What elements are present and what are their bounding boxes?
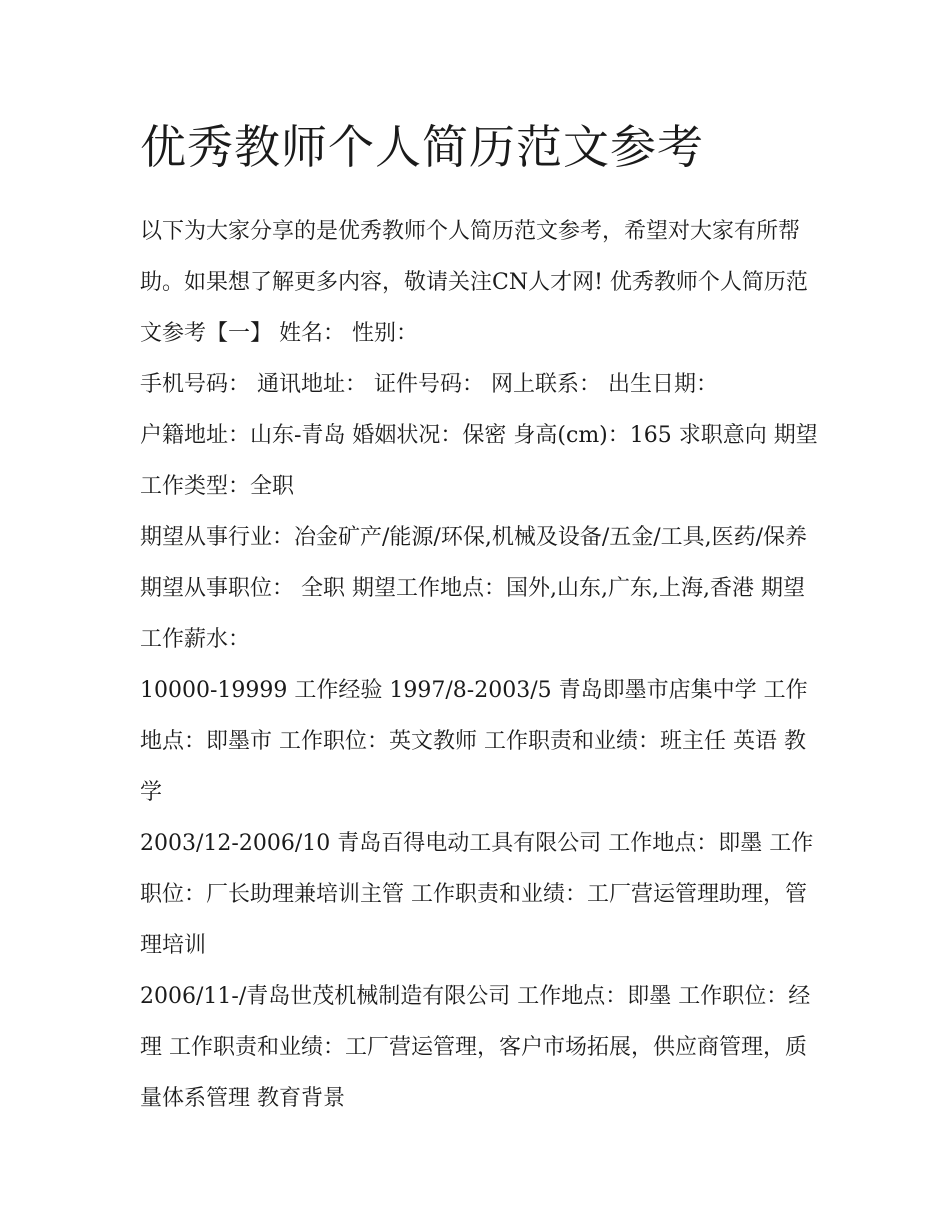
paragraph-work-experience-1: 10000-19999 工作经验 1997/8-2003/5 青岛即墨市店集中学 工作地点：即墨市 工作职位：英文教师 工作职责和业绩：班主任 英语 教学 <box>140 678 808 805</box>
paragraph-contact-fields: 手机号码： 通讯地址： 证件号码： 网上联系： 出生日期： <box>140 372 718 397</box>
paragraph-intro: 以下为大家分享的是优秀教师个人简历范文参考，希望对大家有所帮助。如果想了解更多内容，敬请关注CN人才网! 优秀教师个人简历范文参考【一】 姓名： 性别： <box>140 219 808 346</box>
document-title: 优秀教师个人简历范文参考 <box>140 120 704 174</box>
paragraph-work-experience-3: 2006/11-/青岛世茂机械制造有限公司 工作地点：即墨 工作职位：经理 工作职责和业绩：工厂营运管理，客户市场拓展，供应商管理，质量体系管理 教育背景 <box>140 984 811 1111</box>
paragraph-job-expectations: 期望从事行业：冶金矿产/能源/环保,机械及设备/五金/工具,医药/保养 期望从事职位： 全职 期望工作地点：国外,山东,广东,上海,香港 期望工作薪水： <box>140 525 808 652</box>
paragraph-work-experience-2: 2003/12-2006/10 青岛百得电动工具有限公司 工作地点：即墨 工作职位：厂长助理兼培训主管 工作职责和业绩：工厂营运管理助理，管理培训 <box>140 831 814 958</box>
paragraph-personal-info: 户籍地址：山东-青岛 婚姻状况：保密 身高(cm)：165 求职意向 期望工作类型：全职 <box>140 423 818 499</box>
document-body <box>140 112 820 1124</box>
